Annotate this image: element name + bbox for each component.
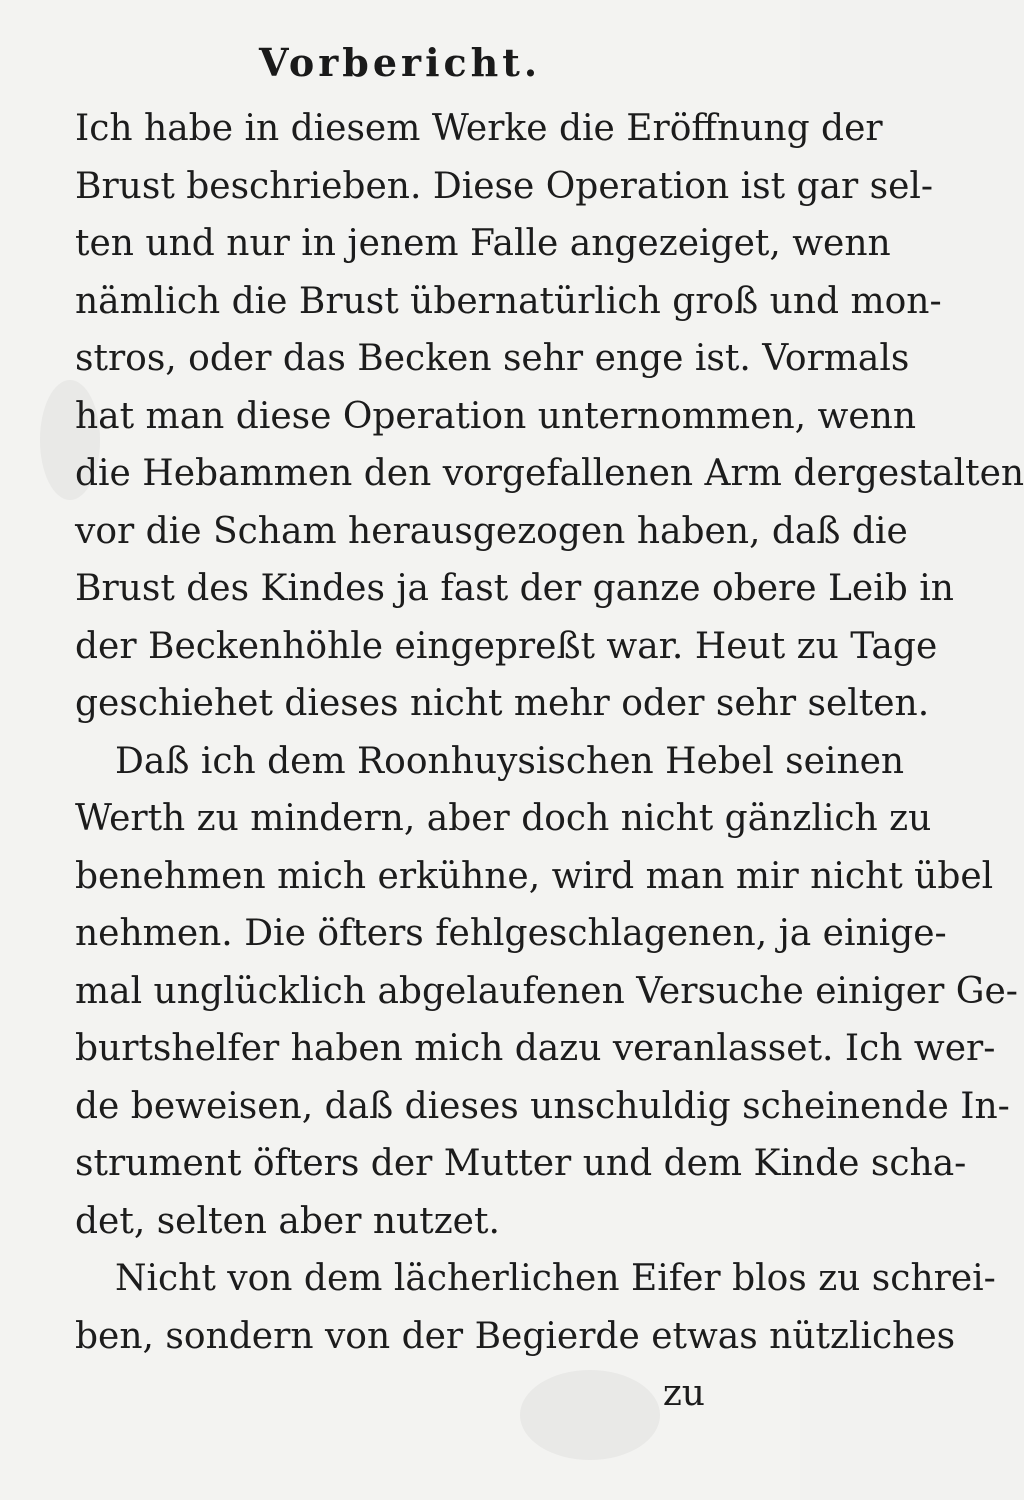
- text-line: Brust des Kindes ja fast der ganze obere Leib in: [75, 568, 954, 609]
- text-line: Brust beschrieben. Diese Operation ist gar sel-: [75, 165, 934, 207]
- text-line: vor die Scham herausgezogen haben, daß die: [75, 510, 908, 552]
- catchword: zu: [662, 1373, 705, 1414]
- text-line: Werth zu mindern, aber doch nicht gänzlich zu: [75, 798, 932, 839]
- text-line: ten und nur in jenem Falle angezeiget, wenn: [75, 223, 891, 264]
- text-line: benehmen mich erkühne, wird man mir nicht übel: [75, 855, 994, 897]
- text-line: der Beckenhöhle eingepreßt war. Heut zu Tage: [75, 625, 938, 667]
- text-line: nehmen. Die öfters fehlgeschlagenen, ja einige-: [75, 913, 947, 954]
- body-text: [75, 100, 1024, 1423]
- text-line: hat man diese Operation unternommen, wenn: [75, 395, 917, 437]
- text-line: Ich habe in diesem Werke die Eröffnung der: [75, 108, 883, 149]
- text-line: Daß ich dem Roonhuysischen Hebel seinen: [115, 740, 905, 782]
- text-line: geschiehet dieses nicht mehr oder sehr selten.: [75, 683, 930, 724]
- text-line: Nicht von dem lächerlichen Eifer blos zu schrei-: [115, 1258, 996, 1299]
- text-line: burtshelfer haben mich dazu veranlasset. Ich wer-: [75, 1028, 996, 1069]
- page-heading: Vorbericht.: [258, 40, 542, 85]
- text-line: strument öfters der Mutter und dem Kinde scha-: [75, 1143, 967, 1184]
- text-line: nämlich die Brust übernatürlich groß und mon-: [75, 280, 942, 322]
- text-line: de beweisen, daß dieses unschuldig scheinende In-: [75, 1085, 1010, 1127]
- text-line: mal unglücklich abgelaufenen Versuche einiger Ge-: [75, 970, 1018, 1012]
- text-line: die Hebammen den vorgefallenen Arm dergestalten: [75, 453, 1024, 494]
- text-line: stros, oder das Becken sehr enge ist. Vormals: [75, 338, 910, 379]
- text-line: det, selten aber nutzet.: [75, 1200, 500, 1242]
- text-line: ben, sondern von der Begierde etwas nützliches: [75, 1315, 956, 1357]
